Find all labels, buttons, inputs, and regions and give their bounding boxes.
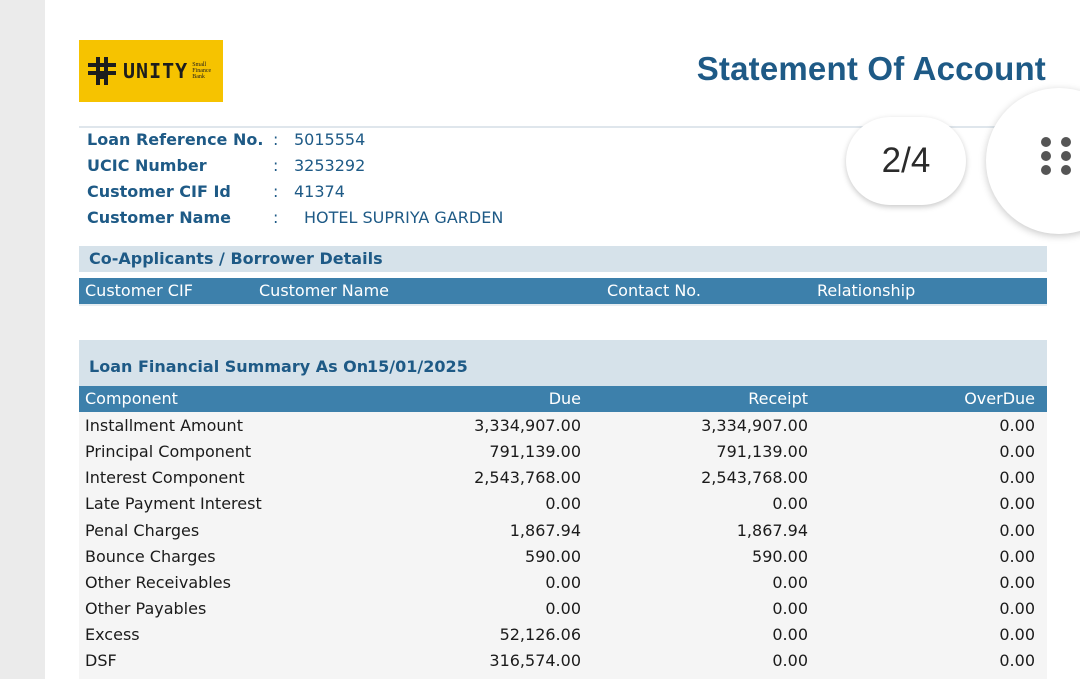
- table-row: Excess 52,126.06 0.00 0.00: [85, 625, 1035, 644]
- table-row: Other Receivables 0.00 0.00 0.00: [85, 573, 1035, 592]
- col-customer-cif: Customer CIF: [85, 281, 193, 300]
- table-row: Principal Component 791,139.00 791,139.00 0.00: [85, 442, 1035, 461]
- co-applicants-bottom-line: [79, 304, 1047, 306]
- summary-table-body: [79, 412, 1047, 679]
- co-applicants-header-row: [79, 278, 1047, 304]
- page-indicator[interactable]: 2/4: [846, 117, 966, 205]
- unity-logo-mark-icon: [85, 54, 119, 88]
- table-row: Bounce Charges 590.00 590.00 0.00: [85, 547, 1035, 566]
- col-receipt: Receipt: [748, 389, 808, 408]
- table-row: DSF 316,574.00 0.00 0.00: [85, 651, 1035, 670]
- col-due: Due: [548, 389, 581, 408]
- summary-title-bar: [79, 340, 1047, 386]
- grid-dots-icon: [1038, 136, 1074, 186]
- col-relationship: Relationship: [817, 281, 916, 300]
- col-contact-no: Contact No.: [607, 281, 701, 300]
- summary-header-row: [79, 386, 1047, 412]
- table-row: Interest Component 2,543,768.00 2,543,768.00 0.00: [85, 468, 1035, 487]
- bank-logo: [79, 40, 223, 102]
- summary-title: Loan Financial Summary As On: [89, 357, 369, 376]
- col-customer-name: Customer Name: [259, 281, 390, 300]
- page-title: Statement Of Account: [696, 50, 1046, 87]
- col-component: Component: [85, 389, 178, 408]
- logo-tagline: Small Finance Bank: [192, 62, 212, 80]
- logo-name: UNITY: [123, 59, 189, 83]
- co-applicants-title: Co-Applicants / Borrower Details: [79, 246, 1047, 272]
- col-overdue: OverDue: [964, 389, 1035, 408]
- table-row: Penal Charges 1,867.94 1,867.94 0.00: [85, 521, 1035, 540]
- table-row: Installment Amount 3,334,907.00 3,334,907.00 0.00: [85, 416, 1035, 435]
- summary-date: 15/01/2025: [367, 357, 468, 376]
- table-row: Other Payables 0.00 0.00 0.00: [85, 599, 1035, 618]
- table-row: Late Payment Interest 0.00 0.00 0.00: [85, 494, 1035, 513]
